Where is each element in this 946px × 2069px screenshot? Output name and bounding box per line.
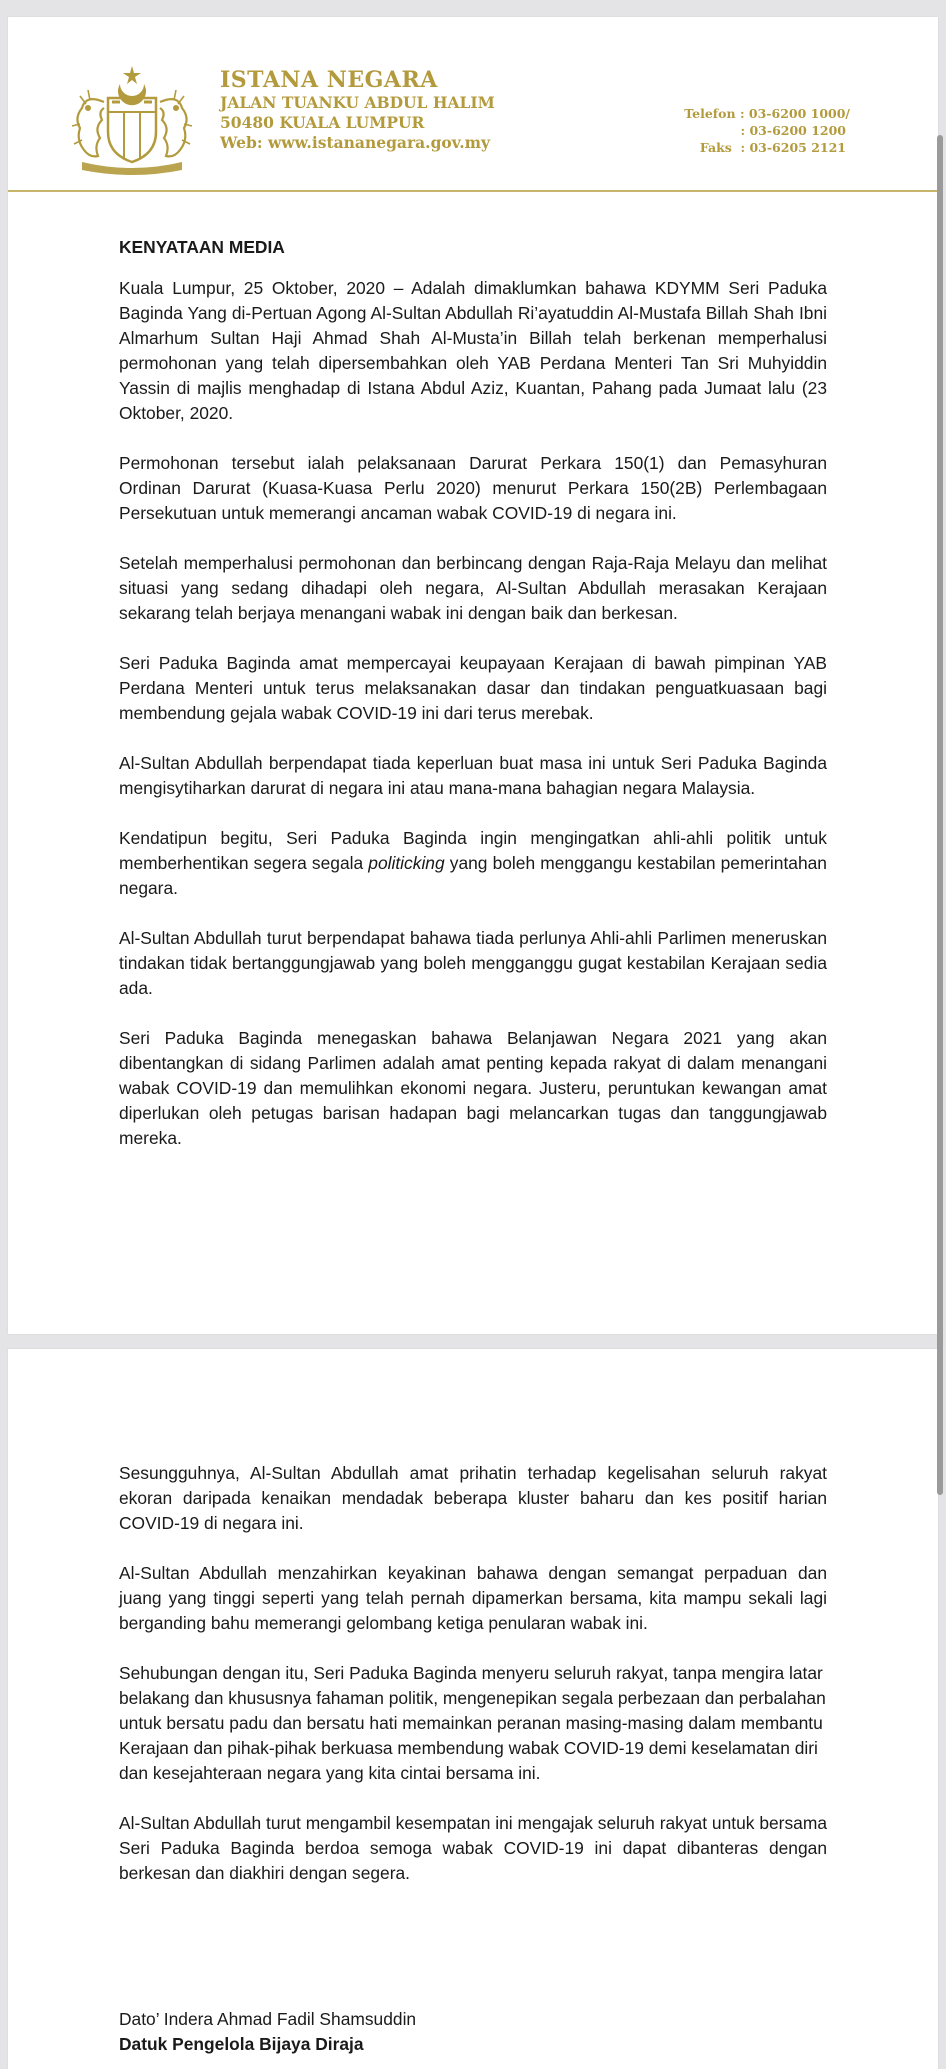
paragraph: Sesungguhnya, Al-Sultan Abdullah amat prihatin terhadap kegelisahan seluruh rakyat ekoran daripada kenaikan mendadak beberapa kluster baharu dan kes positif harian COVID-19 di negara ini. <box>119 1463 827 1533</box>
organization-block <box>220 67 495 153</box>
document-body-continued <box>119 1461 827 1911</box>
document-heading: KENYATAAN MEDIA <box>119 237 285 257</box>
paragraph-politicking <box>119 826 827 901</box>
paragraph: Al-Sultan Abdullah turut mengambil kesempatan ini mengajak seluruh rakyat untuk bersama Seri Paduka Baginda berdoa semoga wabak COVID-19 ini dapat dibanteras dengan berkesan dan diakhiri dengan segera. <box>119 1813 827 1883</box>
paragraph: Al-Sultan Abdullah berpendapat tiada keperluan buat masa ini untuk Seri Paduka Baginda mengisytiharkan darurat di negara ini atau mana-mana bahagian negara Malaysia. <box>119 753 827 798</box>
paragraph: Al-Sultan Abdullah turut berpendapat bahawa tiada perlunya Ahli-ahli Parlimen meneruskan tindakan tidak bertanggungjawab yang boleh mengganggu gugat kestabilan Kerajaan sedia ada. <box>119 928 827 998</box>
paragraph: Permohonan tersebut ialah pelaksanaan Darurat Perkara 150(1) dan Pemasyhuran Ordinan Darurat (Kuasa-Kuasa Perlu 2020) menurut Perkara 150(2B) Perlembagaan Persekutuan untuk memerangi ancaman wabak COVID-19 di negara ini. <box>119 453 827 523</box>
vertical-scrollbar[interactable] <box>937 135 943 1495</box>
letterhead <box>8 17 938 192</box>
phone-line-2: : 03-6200 1200 <box>740 123 846 138</box>
header-divider <box>8 190 938 192</box>
signature-block <box>119 2007 416 2057</box>
phone-line-1: Telefon : 03-6200 1000/ <box>684 106 850 121</box>
paragraph-text: yang boleh menggangu kestabilan pemerintahan negara. <box>119 853 827 898</box>
document-page-1 <box>8 17 938 1334</box>
fax-line: Faks : 03-6205 2121 <box>699 140 846 155</box>
paragraph: Sehubungan dengan itu, Seri Paduka Baginda menyeru seluruh rakyat, tanpa mengira latar belakang dan khususnya fahaman politik, mengenepikan segala perbezaan dan perbalahan untuk bersatu padu dan bersatu hati memainkan peranan masing-masing dalam membantu Kerajaan dan pihak-pihak berkuasa membendung wabak COVID-19 demi keselamatan diri dan kesejahteraan negara yang kita cintai bersama ini. <box>119 1663 826 1783</box>
signatory-title: Datuk Pengelola Bijaya Diraja <box>119 2034 364 2054</box>
signatory-name: Dato’ Indera Ahmad Fadil Shamsuddin <box>119 2009 417 2029</box>
contact-block <box>684 105 850 156</box>
organization-name: ISTANA NEGARA <box>220 67 438 93</box>
paragraph: Al-Sultan Abdullah menzahirkan keyakinan bahawa dengan semangat perpaduan dan juang yang tinggi seperti yang telah pernah dipamerkan bersama, kita mampu sekali lagi berganding bahu memerangi gelombang ketiga penularan wabak ini. <box>119 1563 827 1633</box>
document-page-2 <box>8 1349 938 2069</box>
royal-coat-of-arms-icon <box>64 62 200 178</box>
address-line-1: JALAN TUANKU ABDUL HALIM <box>220 93 495 112</box>
paragraph: Seri Paduka Baginda amat mempercayai keupayaan Kerajaan di bawah pimpinan YAB Perdana Menteri untuk terus melaksanakan dasar dan tindakan penguatkuasaan bagi membendung gejala wabak COVID-19 ini dari terus merebak. <box>119 653 827 723</box>
paragraph: Seri Paduka Baginda menegaskan bahawa Belanjawan Negara 2021 yang akan dibentangkan di sidang Parlimen adalah amat penting kepada rakyat di dalam menangani wabak COVID-19 dan memulihkan ekonomi negara. Justeru, peruntukan kewangan amat diperlukan oleh petugas barisan hadapan bagi melancarkan tugas dan tanggungjawab mereka. <box>119 1028 827 1148</box>
address-line-2: 50480 KUALA LUMPUR <box>220 113 425 132</box>
italic-term: politicking <box>368 853 445 873</box>
paragraph: Kuala Lumpur, 25 Oktober, 2020 – Adalah dimaklumkan bahawa KDYMM Seri Paduka Baginda Yang di-Pertuan Agong Al-Sultan Abdullah Ri’ayatuddin Al-Mustafa Billah Shah Ibni Almarhum Sultan Haji Ahmad Shah Al-Musta’in Billah telah berkenan memperhalusi permohonan yang telah dipersembahkan oleh YAB Perdana Menteri Tan Sri Muhyiddin Yassin di majlis menghadap di Istana Abdul Aziz, Kuantan, Pahang pada Jumaat lalu (23 Oktober, 2020. <box>119 278 827 423</box>
paragraph: Setelah memperhalusi permohonan dan berbincang dengan Raja-Raja Melayu dan melihat situasi yang sedang dihadapi oleh negara, Al-Sultan Abdullah merasakan Kerajaan sekarang telah berjaya menangani wabak ini dengan baik dan berkesan. <box>119 553 827 623</box>
paragraph-text: Kendatipun begitu, Seri Paduka Baginda ingin mengingatkan ahli-ahli politik untuk memberhentikan segera segala <box>119 828 827 873</box>
website-link[interactable]: Web: www.istananegara.gov.my <box>220 133 491 152</box>
document-body <box>119 235 827 1176</box>
